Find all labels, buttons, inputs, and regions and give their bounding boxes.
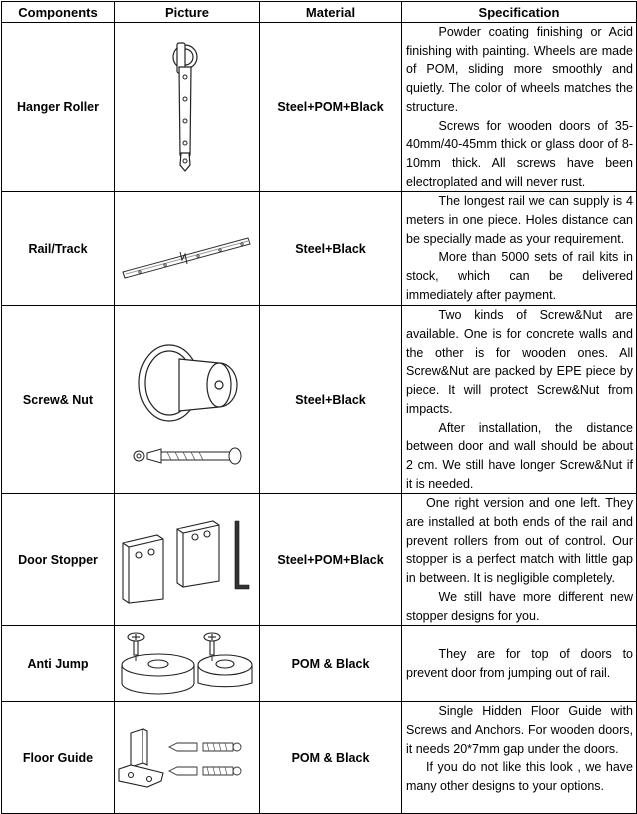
component-specification [402, 23, 637, 192]
component-material: Steel+Black [260, 192, 402, 306]
component-specification [402, 306, 637, 494]
component-name: Rail/Track [2, 192, 115, 306]
table-row [2, 494, 637, 626]
hanger-roller-icon [157, 37, 217, 177]
component-specification [402, 494, 637, 626]
component-name: Screw& Nut [2, 306, 115, 494]
floor-guide-icon [117, 723, 257, 793]
component-picture [115, 23, 260, 192]
table-row [2, 702, 637, 814]
spec-paragraph: After installation, the distance between door and wall should be about 2 cm. We still have longer Screw&Nut if it is needed. [406, 420, 633, 491]
component-specification [402, 702, 637, 814]
spec-paragraph: One right version and one left. They are installed at both ends of the rail and prevent rollers from out of control. Our stopper is a perfect match with little gap in between. It is negligible completely. [406, 496, 633, 586]
component-name: Hanger Roller [2, 23, 115, 192]
component-picture [115, 494, 260, 626]
header-components: Components [2, 2, 115, 23]
header-material: Material [260, 2, 402, 23]
spec-paragraph: Screws for wooden doors of 35-40mm/40-45mm thick or glass door of 8-10mm thick. All screws have been electroplated and will never rust. [406, 118, 633, 189]
table-row [2, 306, 637, 494]
table-row [2, 192, 637, 306]
screw-and-nut-icon [127, 325, 247, 475]
component-material: Steel+POM+Black [260, 494, 402, 626]
component-material: POM & Black [260, 626, 402, 702]
rail-track-icon [120, 214, 255, 284]
header-specification: Specification [402, 2, 637, 23]
table-row [2, 626, 637, 702]
door-stopper-icon [117, 515, 257, 605]
spec-paragraph: Powder coating finishing or Acid finishing with painting. Wheels are made of POM, sliding more smoothly and quietly. The color of wheels matches the structure. [406, 25, 633, 114]
table-row [2, 23, 637, 192]
header-row [2, 2, 637, 23]
spec-paragraph: We still have more different new stopper designs for you. [406, 589, 633, 623]
anti-jump-icon [120, 631, 255, 697]
component-material: Steel+POM+Black [260, 23, 402, 192]
spec-paragraph: Single Hidden Floor Guide with Screws and Anchors. For wooden doors, it needs 20*7mm gap under the doors. [406, 704, 633, 756]
spec-paragraph: Two kinds of Screw&Nut are available. One is for concrete walls and the other is for wooden ones. All Screw&Nut are packed by EPE piece by piece. It will protect Screw&Nut from impacts. [406, 308, 633, 416]
component-specification [402, 626, 637, 702]
component-name: Floor Guide [2, 702, 115, 814]
component-picture [115, 702, 260, 814]
component-picture [115, 192, 260, 306]
spec-paragraph: If you do not like this look , we have many other designs to your options. [406, 760, 633, 794]
header-picture: Picture [115, 2, 260, 23]
component-material: Steel+Black [260, 306, 402, 494]
spec-paragraph: The longest rail we can supply is 4 meters in one piece. Holes distance can be specially made as your requirement. [406, 194, 633, 246]
component-specification [402, 192, 637, 306]
component-material: POM & Black [260, 702, 402, 814]
components-table [1, 1, 637, 814]
component-name: Anti Jump [2, 626, 115, 702]
component-name: Door Stopper [2, 494, 115, 626]
component-picture [115, 306, 260, 494]
spec-paragraph: More than 5000 sets of rail kits in stock, which can be delivered immediately after payment. [406, 250, 633, 302]
spec-paragraph: They are for top of doors to prevent door from jumping out of rail. [406, 647, 633, 680]
component-picture [115, 626, 260, 702]
